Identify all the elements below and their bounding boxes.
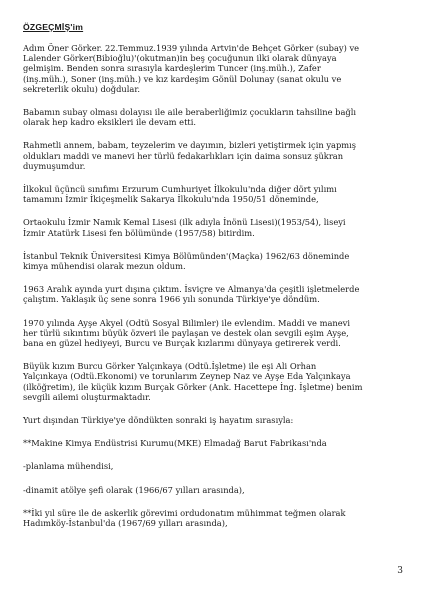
page-number: 3 [397,566,403,576]
paragraph-career-intro: Yurt dışından Türkiye'ye döndükten sonraki iş hayatım sırasıyla: [23,415,294,426]
paragraph-planning-engineer: -planlama mühendisi, [23,461,114,472]
paragraph-abroad: 1963 Aralık ayında yurt dışına çıktım. İsviçre ve Almanya'da çeşitli işletmelerde çalıştım. Yaklaşık üç sene sonra 1966 yılı sonunda Türkiye'ye döndüm. [23,284,360,305]
paragraph-gratitude: Rahmetli annem, babam, teyzelerim ve dayımın, bizleri yetiştirmek için yapmış oldukları maddi ve manevi her türlü fedakarlıkları için daima sonsuz şükran duymuşumdur. [23,140,357,171]
paragraph-marriage: 1970 yılında Ayşe Akyel (Odtü Sosyal Bilimler) ile evlendim. Maddi ve manevi her türlü sıkıntımı büyük özveri ile paylaşan ve destek olan sevgili eşim Ayşe, bana en güzel hediyeyi, Burcu ve Burçak kızlarımı dünyaya getirerek verdi. [23,317,351,349]
paragraph-mke: **Makine Kimya Endüstrisi Kurumu(MKE) Elmadağ Barut Fabrikası'nda [23,438,327,449]
paragraph-father-military: Babamın subay olması dolayısı ile aile beraberliğimiz çocukların tahsiline bağlı olarak hep kadro eksikleri ile devam etti. [23,107,357,128]
paragraph-university: İstanbul Teknik Üniversitesi Kimya Bölümünden'(Maçka) 1962/63 döneminde kimya mühendisi olarak mezun oldum. [23,250,350,272]
paragraph-military-service: **İki yıl süre ile de askerlik görevimi ordudonatım mühimmat teğmen olarak Hadımköy-İstanbul'da (1967/69 yılları arasında), [23,507,346,529]
page-title: ÖZGEÇMİŞ'im [23,22,84,32]
paragraph-secondary-school: Ortaokulu İzmir Namık Kemal Lisesi (ilk adıyla İnönü Lisesi)(1953/54), liseyi İzmir Atatürk Lisesi fen bölümünde (1957/58) bitirdim. [23,217,346,238]
paragraph-dynamite-chief: -dinamit atölye şefi olarak (1966/67 yılları arasında), [23,484,245,495]
paragraph-primary-school: İlkokul üçüncü sınıfımı Erzurum Cumhuriyet İlkokulu'nda diğer dört yılımı tamamını İzmir İkiçeşmelik Sakarya İlkokulu'nda 1950/51 döneminde, [23,184,337,205]
paragraph-family: Büyük kızım Burcu Görker Yalçınkaya (Odtü.İşletme) ile eşi Ali Orhan Yalçınkaya (Odtü.Ekonomi) ve torunlarım Zeynep Naz ve Ayşe Eda Yalçınkaya (ilköğretim), ile küçük kızım Burçak Görker (Ank. Hacettepe İng. İşletme) benim sevgili ailemi oluşturmaktadır. [23,361,363,402]
paragraph-birth: Adım Öner Görker. 22.Temmuz.1939 yılında Artvin'de Behçet Görker (subay) ve Lalender Görker(Bibioğlu)'(okutman)in beş çocuğunun ilki olarak dünyaya gelmişim. Benden sonra sırasıyla kardeşlerim Tuncer (inş.müh.), Zafer (inş.müh.), Soner (inş.müh.) ve kız kardeşim Gönül Dolunay (sanat okulu ve sekreterlik okulu) doğdular. [23,43,360,94]
